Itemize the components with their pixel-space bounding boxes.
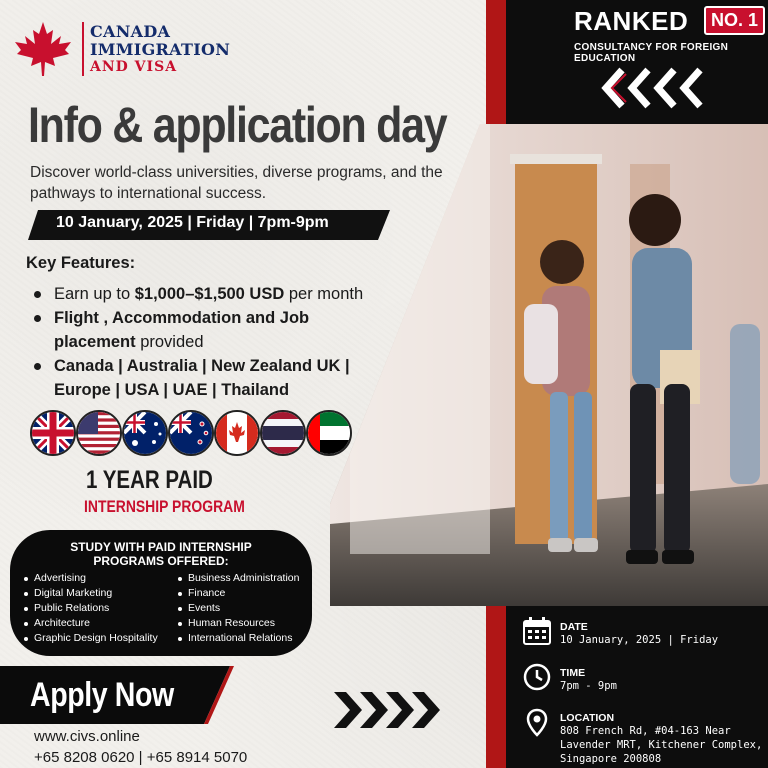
program-item: Digital Marketing [34, 587, 113, 599]
bullet [34, 315, 41, 322]
program-item: Advertising [34, 572, 86, 584]
location-label: LOCATION [560, 712, 615, 724]
ranked-text: RANKED [574, 6, 689, 36]
bullet [34, 291, 41, 298]
clock-icon [522, 662, 552, 692]
usa-flag-icon [76, 410, 122, 456]
headline: Info & application day [28, 97, 447, 153]
date-label: DATE [560, 621, 588, 633]
subtitle: Discover world-class universities, diverse programs, and the pathways to international success. [30, 164, 443, 202]
time-label: TIME [560, 667, 586, 679]
programs-heading: STUDY WITH PAID INTERNSHIP [70, 540, 252, 554]
company-logo [12, 16, 252, 82]
australia-flag-icon [122, 410, 168, 456]
time-value: 7pm - 9pm [560, 680, 617, 692]
calendar-icon [522, 616, 552, 646]
feature-item-flight: Flight , Accommodation and Job placement provided [36, 306, 376, 354]
program-item: International Relations [188, 632, 293, 644]
bullet [34, 363, 41, 370]
apply-now-label[interactable]: Apply Now [30, 676, 174, 714]
logo-text-immigration: IMMIGRATION [90, 40, 231, 59]
logo-text-and-visa: AND VISA [90, 59, 178, 75]
program-item: Architecture [34, 617, 91, 629]
red-accent-strip-bottom [486, 606, 506, 768]
program-item: Public Relations [34, 602, 110, 614]
feature-item-countries: Canada | Australia | New Zealand UK | Europe | USA | UAE | Thailand [36, 354, 396, 402]
uae-flag-icon [306, 410, 352, 456]
red-accent-strip [486, 0, 506, 124]
logo-divider [82, 22, 84, 76]
feature-item-earnings: Earn up to $1,000–$1,500 USD per month [36, 282, 396, 306]
logo-text-canada: CANADA [90, 22, 171, 41]
internship-title: 1 YEAR PAID [86, 466, 213, 494]
thailand-flag-icon [260, 410, 306, 456]
phone-numbers: +65 8208 0620 | +65 8914 5070 [34, 749, 248, 766]
program-item: Finance [188, 587, 226, 599]
location-value: 808 French Rd, #04-163 Near Lavender MRT, Kitchener Complex, Singapore 200808 [560, 725, 763, 765]
website-link[interactable]: www.civs.online [34, 728, 140, 745]
date-value: 10 January, 2025 | Friday [560, 634, 719, 646]
new-zealand-flag-icon [168, 410, 214, 456]
uk-flag-icon [30, 410, 76, 456]
location-pin-icon [522, 708, 552, 738]
program-item: Human Resources [188, 617, 275, 629]
maple-leaf-icon [12, 20, 74, 78]
internship-subtitle: INTERNSHIP PROGRAM [84, 497, 245, 516]
program-item: Business Administration [188, 572, 300, 584]
chevrons-left-icon [600, 66, 720, 110]
program-item: Graphic Design Hospitality [34, 632, 158, 644]
rank-badge: NO. 1 [704, 6, 765, 35]
date-banner-text: 10 January, 2025 | Friday | 7pm-9pm [56, 214, 329, 231]
canada-flag-icon [214, 410, 260, 456]
ranked-tagline: CONSULTANCY FOR FOREIGN EDUCATION [574, 42, 729, 64]
chevrons-right-icon [334, 690, 446, 730]
programs-heading-2: PROGRAMS OFFERED: [93, 554, 229, 568]
program-item: Events [188, 602, 221, 614]
key-features-title: Key Features: [26, 254, 136, 272]
